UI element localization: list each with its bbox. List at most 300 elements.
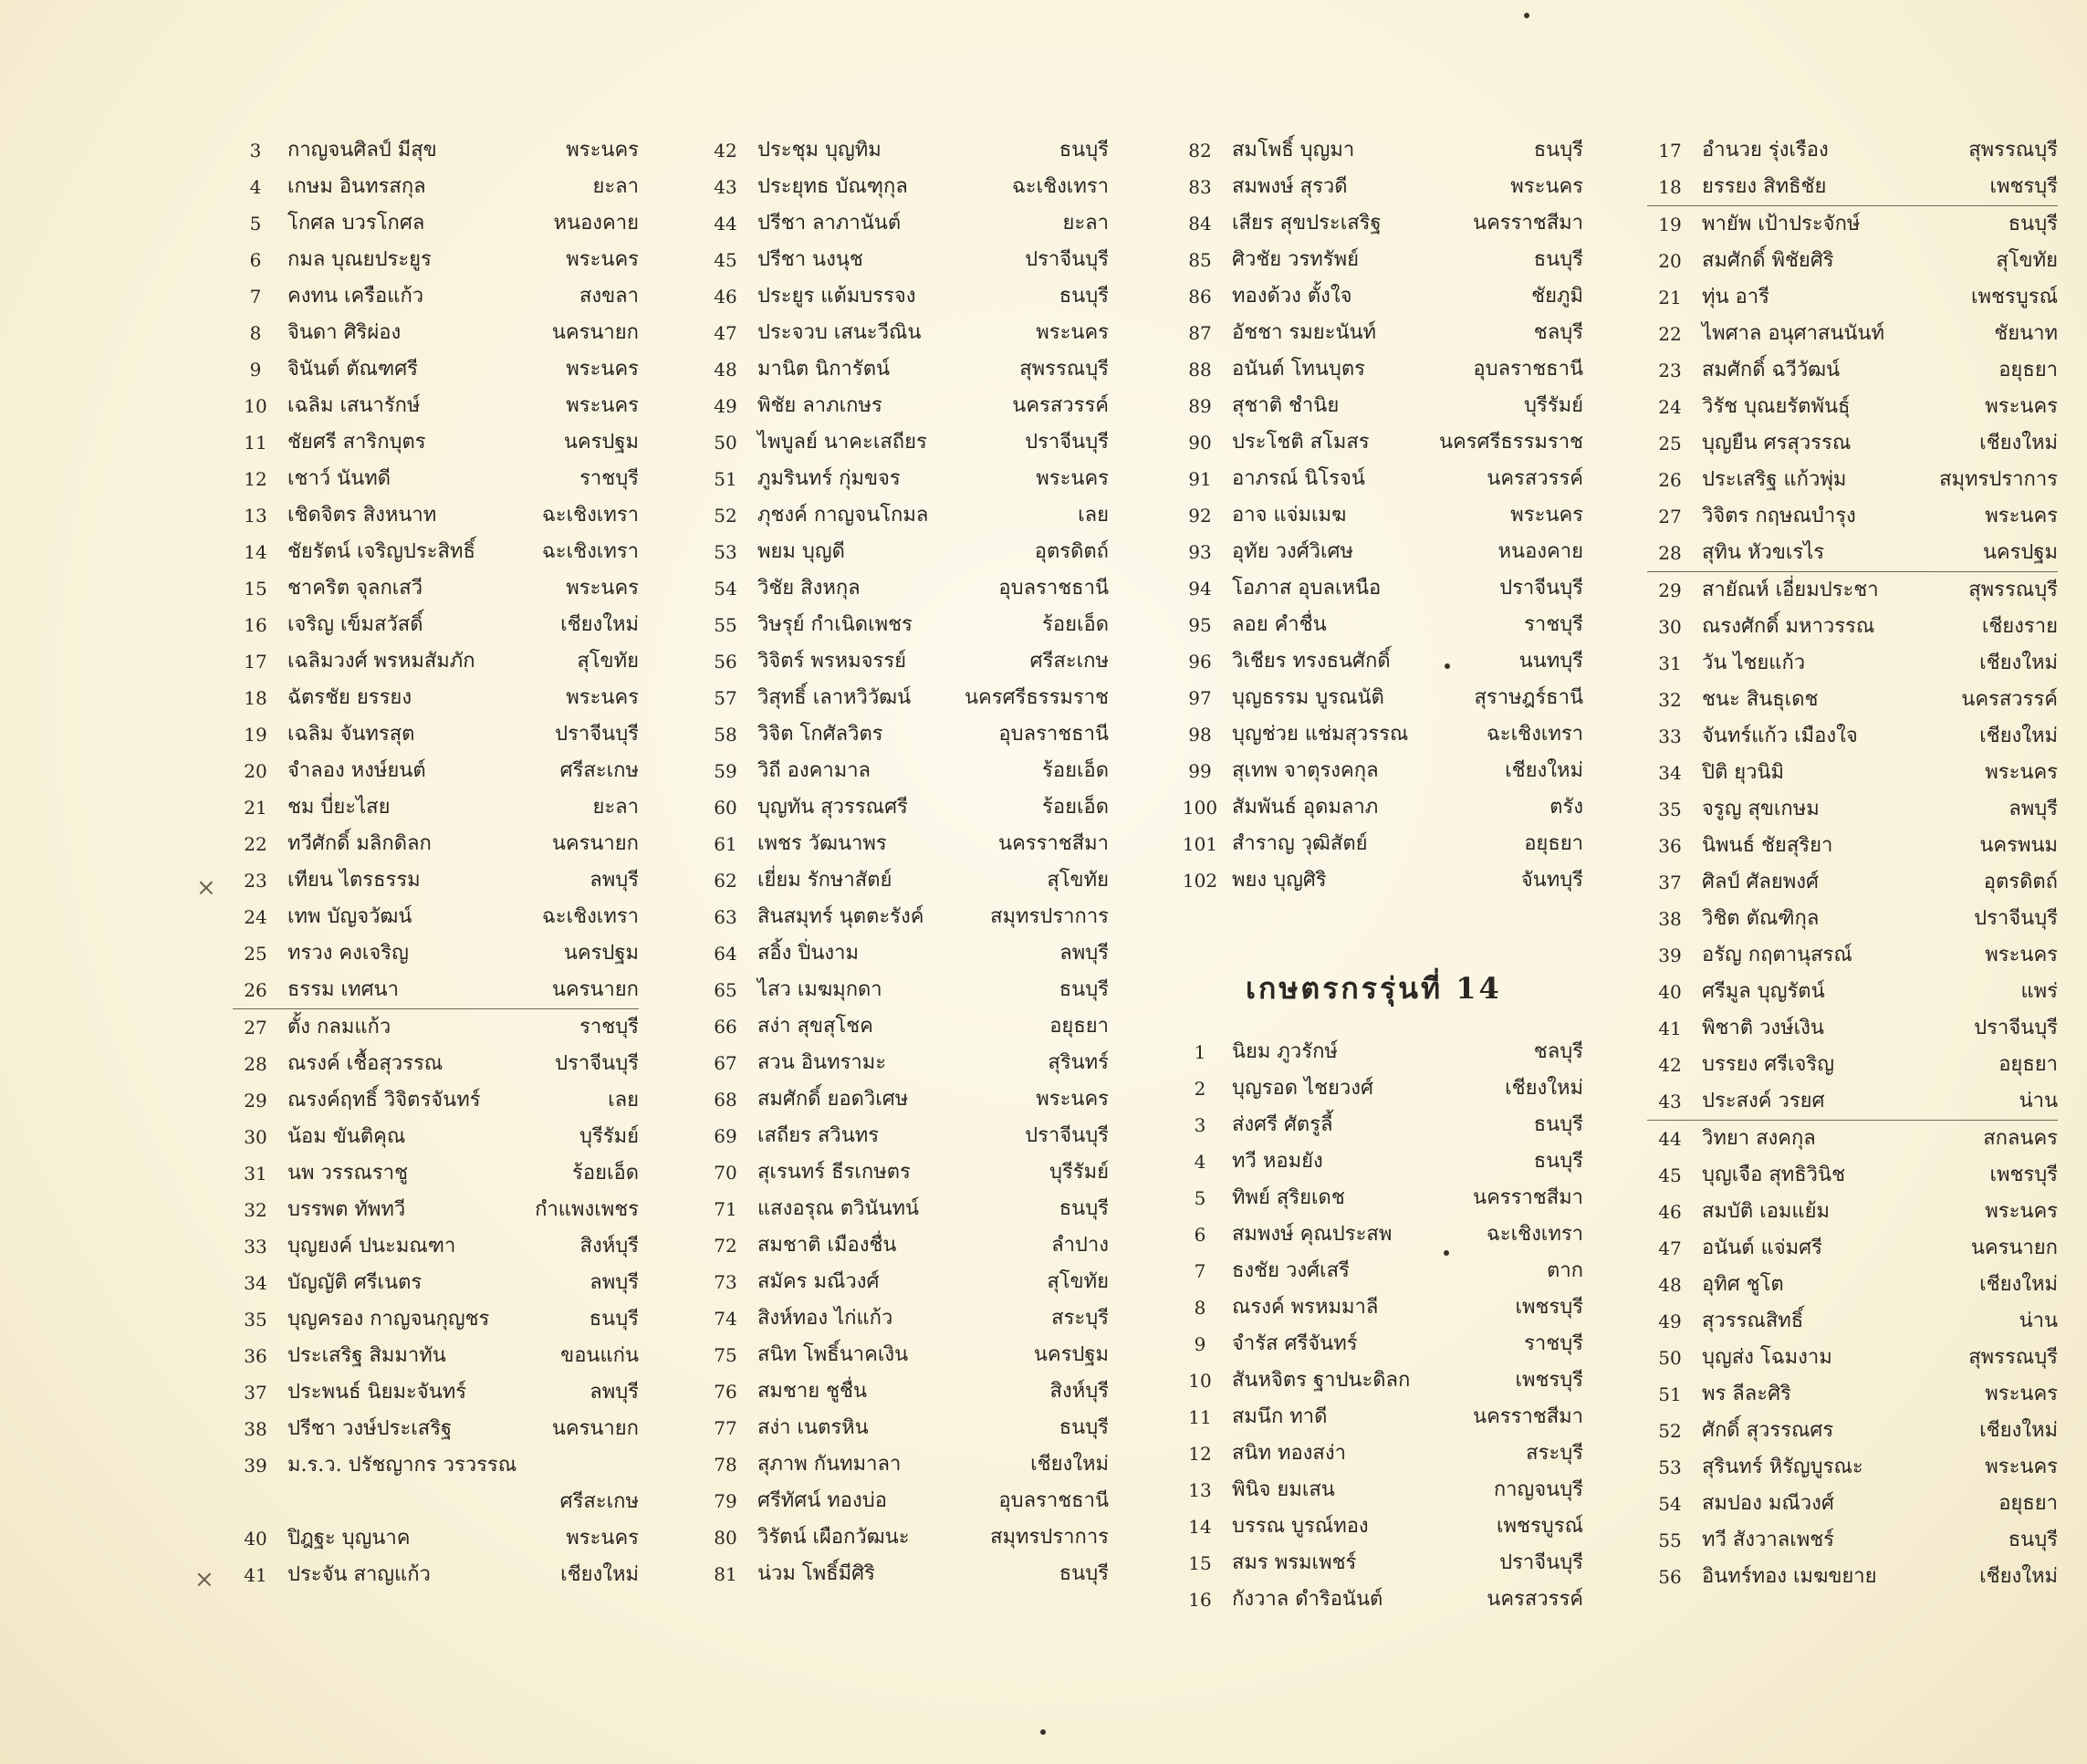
province: พระนคร bbox=[1985, 944, 2058, 966]
province: จันทบุรี bbox=[1520, 869, 1583, 892]
list-item bbox=[233, 1119, 639, 1155]
list-item bbox=[703, 1556, 1109, 1592]
entry-number: 42 bbox=[714, 140, 737, 162]
province: เพชรบุรี bbox=[1515, 1296, 1583, 1319]
province: กาญจนบุรี bbox=[1493, 1478, 1583, 1501]
entry-number: 58 bbox=[714, 724, 737, 746]
list-item bbox=[1177, 862, 1583, 899]
province: เลย bbox=[608, 1089, 639, 1112]
person-name: ทวี หอมยัง bbox=[1232, 1150, 1323, 1173]
list-item bbox=[233, 1338, 639, 1374]
entry-number: 20 bbox=[244, 760, 267, 782]
person-name: บุญเจือ สุทธิวินิช bbox=[1702, 1164, 1846, 1186]
list-item bbox=[703, 1045, 1109, 1081]
entry-number: 11 bbox=[1188, 1406, 1212, 1428]
entry-number: 25 bbox=[1658, 433, 1682, 454]
person-name: วิษรุย์ กำเนิดเพชร bbox=[757, 613, 913, 636]
province: ธนบุรี bbox=[1533, 1150, 1583, 1173]
province: ปราจีนบุรี bbox=[1025, 248, 1109, 271]
list-item bbox=[1647, 389, 2058, 425]
person-name: ลอย คำชื่น bbox=[1232, 613, 1327, 636]
province: สุราษฎร์ธานี bbox=[1474, 686, 1583, 709]
province: น่าน bbox=[2019, 1090, 2058, 1112]
name-list-column-2 bbox=[703, 132, 1109, 1592]
person-name: จำลอง หงษ์ยนต์ bbox=[287, 759, 426, 782]
list-item bbox=[703, 534, 1109, 570]
person-name: ศักดิ์ สุวรรณศร bbox=[1702, 1419, 1834, 1442]
province: ธนบุรี bbox=[589, 1308, 639, 1331]
entry-number: 80 bbox=[714, 1527, 737, 1549]
entry-number: 97 bbox=[1188, 687, 1212, 709]
list-item bbox=[1177, 1289, 1583, 1326]
list-item bbox=[703, 1337, 1109, 1373]
entry-number: 8 bbox=[1194, 1297, 1206, 1319]
entry-number: 93 bbox=[1188, 541, 1212, 563]
entry-number: 96 bbox=[1188, 651, 1212, 673]
person-name: ประจวบ เสนะวีณิน bbox=[757, 321, 922, 344]
entry-number: 50 bbox=[714, 432, 737, 454]
person-name: ทวี สังวาลเพชร์ bbox=[1702, 1529, 1834, 1551]
entry-number: 39 bbox=[244, 1455, 267, 1477]
person-name: ณรงค์ฤทธิ์ วิจิตรจันทร์ bbox=[287, 1089, 481, 1112]
province: สุโขทัย bbox=[577, 650, 639, 673]
entry-number: 64 bbox=[714, 943, 737, 965]
province: นครปฐม bbox=[563, 942, 639, 965]
list-item bbox=[233, 1082, 639, 1119]
province: เชียงใหม่ bbox=[1979, 652, 2058, 674]
person-name: ธงชัย วงศ์เสรี bbox=[1232, 1259, 1350, 1282]
province: เชียงใหม่ bbox=[1030, 1453, 1109, 1476]
entry-number: 23 bbox=[244, 870, 267, 892]
list-item bbox=[1177, 534, 1583, 570]
list-item bbox=[1177, 1362, 1583, 1399]
province: ราชบุรี bbox=[1524, 613, 1583, 636]
list-item bbox=[233, 1484, 639, 1520]
entry-number: 94 bbox=[1188, 578, 1212, 600]
list-item bbox=[1647, 1194, 2058, 1230]
person-name: ชม บี่ยะไสย bbox=[287, 796, 391, 819]
province: พระนคร bbox=[566, 139, 639, 162]
entry-number: 90 bbox=[1188, 432, 1212, 454]
province: ลพบุรี bbox=[590, 869, 639, 892]
province: อุบลราชธานี bbox=[998, 1489, 1109, 1512]
person-name: เสียร สุขประเสริฐ bbox=[1232, 212, 1382, 235]
list-item bbox=[233, 972, 639, 1008]
list-item bbox=[1177, 753, 1583, 789]
province: อยุธยา bbox=[1998, 359, 2058, 381]
entry-number: 81 bbox=[714, 1563, 737, 1585]
province: เพชรบุรี bbox=[1989, 175, 2058, 198]
list-item bbox=[233, 497, 639, 534]
person-name: ตั้ง กลมแก้ว bbox=[287, 1016, 391, 1039]
province: ธนบุรี bbox=[1533, 139, 1583, 162]
entry-number: 18 bbox=[1658, 176, 1682, 198]
entry-number: 88 bbox=[1188, 359, 1212, 381]
entry-number: 53 bbox=[714, 541, 737, 563]
person-name: สุทิน หัวขเรไร bbox=[1702, 541, 1825, 564]
province: สุพรรณบุรี bbox=[1968, 139, 2058, 162]
person-name: บุญทัน สุวรรณศรี bbox=[757, 796, 908, 819]
province: พระนคร bbox=[1985, 1456, 2058, 1478]
person-name: ประเสริฐ สิมมาทัน bbox=[287, 1344, 446, 1367]
province: นนทบุรี bbox=[1518, 650, 1583, 673]
entry-number: 100 bbox=[1182, 797, 1218, 819]
person-name: สมศักดิ์ ยอดวิเศษ bbox=[757, 1088, 909, 1111]
person-name: ศรีมูล บุญรัตน์ bbox=[1702, 980, 1825, 1003]
person-name: สุเทพ จาตุรงคกุล bbox=[1232, 759, 1379, 782]
person-name: สุรินทร์ หิรัญบูรณะ bbox=[1702, 1456, 1863, 1478]
list-item bbox=[233, 132, 639, 169]
person-name: สุชาติ ชำนิย bbox=[1232, 394, 1340, 417]
person-name: สมัคร มณีวงศ์ bbox=[757, 1270, 880, 1293]
list-item bbox=[1647, 132, 2058, 169]
entry-number: 16 bbox=[244, 614, 267, 636]
list-item bbox=[1647, 609, 2058, 645]
entry-number: 21 bbox=[244, 797, 267, 819]
entry-number: 95 bbox=[1188, 614, 1212, 636]
person-name: เฉลิมวงศ์ พรหมสัมภัก bbox=[287, 650, 475, 673]
list-item bbox=[703, 716, 1109, 753]
list-item bbox=[233, 1155, 639, 1192]
entry-number: 41 bbox=[1658, 1018, 1682, 1039]
province: ธนบุรี bbox=[1533, 248, 1583, 271]
entry-number: 34 bbox=[1658, 762, 1682, 784]
list-item bbox=[703, 205, 1109, 242]
entry-number: 83 bbox=[1188, 176, 1212, 198]
person-name: นิพนธ์ ชัยสุริยา bbox=[1702, 834, 1833, 857]
person-name: นิยม ภูวรักษ์ bbox=[1232, 1040, 1338, 1063]
entry-number: 27 bbox=[244, 1017, 267, 1039]
province: เชียงใหม่ bbox=[1505, 1077, 1583, 1100]
person-name: อัชชา รมยะนันท์ bbox=[1232, 321, 1377, 344]
list-item bbox=[703, 278, 1109, 315]
person-name: ประยูร แต้มบรรจง bbox=[757, 285, 916, 308]
list-item bbox=[703, 388, 1109, 424]
province: สงขลา bbox=[579, 285, 639, 308]
province: นครปฐม bbox=[1982, 541, 2058, 564]
list-item bbox=[233, 607, 639, 643]
list-item bbox=[233, 242, 639, 278]
ink-spot bbox=[1040, 1729, 1046, 1735]
entry-number: 59 bbox=[714, 760, 737, 782]
entry-number: 4 bbox=[1194, 1151, 1206, 1173]
province: ฉะเชิงเทรา bbox=[1011, 175, 1109, 198]
list-item bbox=[1177, 1034, 1583, 1070]
list-item bbox=[233, 1192, 639, 1228]
entry-number: 5 bbox=[249, 213, 262, 235]
entry-number: 34 bbox=[244, 1272, 267, 1294]
province: ปราจีนบุรี bbox=[555, 1052, 639, 1075]
province: ธนบุรี bbox=[1059, 1197, 1109, 1220]
person-name: บุญส่ง โฉมงาม bbox=[1702, 1346, 1832, 1369]
list-item bbox=[703, 972, 1109, 1008]
province: เพชรบุรี bbox=[1515, 1369, 1583, 1392]
list-item bbox=[1177, 169, 1583, 205]
list-item bbox=[703, 1008, 1109, 1045]
list-item bbox=[1177, 1581, 1583, 1618]
person-name: ธรรม เทศนา bbox=[287, 978, 399, 1001]
entry-number: 63 bbox=[714, 906, 737, 928]
entry-number: 48 bbox=[1658, 1274, 1682, 1296]
province: ธนบุรี bbox=[2008, 1529, 2058, 1551]
province: เชียงใหม่ bbox=[1505, 759, 1583, 782]
entry-number: 40 bbox=[1658, 981, 1682, 1003]
list-item bbox=[233, 570, 639, 607]
person-name: สายัณห์ เอี่ยมประชา bbox=[1702, 579, 1879, 601]
entry-number: 53 bbox=[1658, 1456, 1682, 1478]
list-item bbox=[1647, 937, 2058, 974]
entry-number: 9 bbox=[249, 359, 262, 381]
person-name: เกษม อินทรสกุล bbox=[287, 175, 426, 198]
list-item bbox=[703, 753, 1109, 789]
entry-number: 43 bbox=[1658, 1091, 1682, 1112]
person-name: ณรงค์ เชื้อสุวรรณ bbox=[287, 1052, 443, 1075]
province: บุรีรัมย์ bbox=[1049, 1161, 1109, 1184]
province: ตาก bbox=[1547, 1259, 1583, 1282]
person-name: เชิดจิตร สิงหนาท bbox=[287, 504, 437, 527]
person-name: ไพบูลย์ นาคะเสถียร bbox=[757, 431, 927, 454]
list-item bbox=[1647, 1413, 2058, 1449]
province: นครราชสีมา bbox=[1473, 1405, 1583, 1428]
person-name: นพ วรรณราชู bbox=[287, 1162, 409, 1185]
entry-number: 45 bbox=[1658, 1164, 1682, 1186]
entry-number: 52 bbox=[1658, 1420, 1682, 1442]
list-item bbox=[1647, 498, 2058, 535]
person-name: ชาคริต จุลกเสวี bbox=[287, 577, 423, 600]
entry-number: 67 bbox=[714, 1052, 737, 1074]
province: อุตรดิตถ์ bbox=[1983, 871, 2058, 893]
person-name: บุญยืน ศรสุวรรณ bbox=[1702, 432, 1852, 454]
province: อุตรดิตถ์ bbox=[1034, 540, 1109, 563]
entry-number: 84 bbox=[1188, 213, 1212, 235]
province: สุพรรณบุรี bbox=[1968, 1346, 2058, 1369]
name-list-column-3 bbox=[1177, 132, 1583, 899]
province: อยุธยา bbox=[1998, 1492, 2058, 1515]
person-name: ณรงศักดิ์ มหาวรรณ bbox=[1702, 615, 1875, 638]
province: พระนคร bbox=[1510, 175, 1583, 198]
person-name: ชนะ สินธุเดช bbox=[1702, 688, 1819, 711]
list-item bbox=[703, 1118, 1109, 1154]
person-name: พร ลีละศิริ bbox=[1702, 1383, 1791, 1405]
list-item bbox=[1647, 1522, 2058, 1559]
list-item bbox=[1177, 607, 1583, 643]
ink-spot bbox=[1444, 1250, 1449, 1256]
list-item bbox=[233, 278, 639, 315]
province: นครปฐม bbox=[1033, 1343, 1109, 1366]
province: สระบุรี bbox=[1051, 1307, 1109, 1330]
person-name: สมพงษ์ สุรวดี bbox=[1232, 175, 1348, 198]
province: เพชรบุรี bbox=[1989, 1164, 2058, 1186]
province: นครนายก bbox=[551, 1417, 639, 1440]
person-name: จรูญ สุขเกษม bbox=[1702, 798, 1820, 820]
person-name: กาญจนศิลป์ มีสุข bbox=[287, 139, 437, 162]
province: สุรินทร์ bbox=[1048, 1051, 1109, 1074]
entry-number: 22 bbox=[244, 833, 267, 855]
entry-number: 87 bbox=[1188, 322, 1212, 344]
list-item bbox=[703, 424, 1109, 461]
province: ธนบุรี bbox=[1059, 285, 1109, 308]
list-item bbox=[1647, 1267, 2058, 1303]
list-item bbox=[1177, 1070, 1583, 1107]
person-name: ทิพย์ สุริยเดช bbox=[1232, 1186, 1345, 1209]
list-item bbox=[1647, 169, 2058, 205]
person-name: ประสงค์ วรยศ bbox=[1702, 1090, 1825, 1112]
list-item bbox=[703, 826, 1109, 862]
list-item bbox=[1647, 645, 2058, 682]
list-item bbox=[1177, 315, 1583, 351]
list-item bbox=[233, 1411, 639, 1447]
province: พระนคร bbox=[566, 1527, 639, 1550]
person-name: บุญรอด ไชยวงศ์ bbox=[1232, 1077, 1373, 1100]
list-item bbox=[1647, 864, 2058, 901]
province: พระนคร bbox=[566, 358, 639, 381]
entry-number: 35 bbox=[244, 1309, 267, 1331]
list-item bbox=[703, 680, 1109, 716]
entry-number: 29 bbox=[1658, 579, 1682, 601]
province: ปราจีนบุรี bbox=[1974, 1017, 2058, 1039]
province: บุรีรัมย์ bbox=[1524, 394, 1583, 417]
entry-number: 51 bbox=[1658, 1383, 1682, 1405]
province: สมุทรปราการ bbox=[990, 1526, 1109, 1549]
entry-number: 32 bbox=[1658, 689, 1682, 711]
person-name: สมร พรมเพชร์ bbox=[1232, 1551, 1357, 1574]
list-item bbox=[233, 1520, 639, 1557]
list-item bbox=[703, 1191, 1109, 1227]
province: นครราชสีมา bbox=[1473, 1186, 1583, 1209]
person-name: พายัพ เป้าประจักษ์ bbox=[1702, 213, 1861, 235]
list-item bbox=[703, 1264, 1109, 1300]
province: หนองคาย bbox=[1497, 540, 1583, 563]
ink-spot bbox=[1445, 663, 1450, 669]
entry-number: 7 bbox=[249, 286, 262, 308]
list-item bbox=[703, 899, 1109, 935]
list-item bbox=[1647, 682, 2058, 718]
entry-number: 27 bbox=[1658, 506, 1682, 527]
entry-number: 72 bbox=[714, 1235, 737, 1257]
province: ลพบุรี bbox=[590, 1271, 639, 1294]
entry-number: 36 bbox=[244, 1345, 267, 1367]
province: ฉะเชิงเทรา bbox=[1486, 723, 1583, 746]
list-item bbox=[233, 1557, 639, 1593]
entry-number: 26 bbox=[244, 979, 267, 1001]
province: เชียงราย bbox=[1981, 615, 2058, 638]
list-item bbox=[703, 789, 1109, 826]
entry-number: 20 bbox=[1658, 250, 1682, 272]
list-item bbox=[1177, 680, 1583, 716]
entry-number: 8 bbox=[249, 322, 262, 344]
entry-number: 47 bbox=[1658, 1237, 1682, 1259]
person-name: จินันต์ ตัณฑศรี bbox=[287, 358, 418, 381]
person-name: วิถี องคามาล bbox=[757, 759, 871, 782]
list-item bbox=[233, 1301, 639, 1338]
person-name: วิจิต โกศัลวิตร bbox=[757, 723, 883, 746]
province: พระนคร bbox=[1510, 504, 1583, 527]
province: ชัยภูมิ bbox=[1531, 285, 1583, 308]
entry-number: 38 bbox=[1658, 908, 1682, 930]
list-item bbox=[233, 388, 639, 424]
person-name: สิงห์ทอง ไก่แก้ว bbox=[757, 1307, 893, 1330]
list-item bbox=[1647, 243, 2058, 279]
list-item bbox=[1647, 1340, 2058, 1376]
entry-number: 98 bbox=[1188, 724, 1212, 746]
list-item bbox=[703, 1154, 1109, 1191]
entry-number: 17 bbox=[244, 651, 267, 673]
province: ฉะเชิงเทรา bbox=[541, 540, 639, 563]
province: ขอนแก่น bbox=[560, 1344, 639, 1367]
entry-number: 3 bbox=[1194, 1114, 1206, 1136]
province: ชลบุรี bbox=[1533, 321, 1583, 344]
person-name: บุญครอง กาญจนกุญชร bbox=[287, 1308, 490, 1331]
province: ธนบุรี bbox=[1059, 1562, 1109, 1585]
person-name: แสงอรุณ ตวินันทน์ bbox=[757, 1197, 920, 1220]
person-name: วิสุทธิ์ เลาหวิวัฒน์ bbox=[757, 686, 912, 709]
entry-number: 77 bbox=[714, 1417, 737, 1439]
province: สิงห์บุรี bbox=[579, 1235, 639, 1258]
person-name: อนันต์ โทนบุตร bbox=[1232, 358, 1365, 381]
entry-number: 60 bbox=[714, 797, 737, 819]
list-item bbox=[1177, 424, 1583, 461]
person-name: ทรวง คงเจริญ bbox=[287, 942, 409, 965]
list-item bbox=[1177, 1216, 1583, 1253]
person-name: ส่งศรี ศัตรูลี้ bbox=[1232, 1113, 1333, 1136]
person-name: เสถียร สวินทร bbox=[757, 1124, 880, 1147]
entry-number: 61 bbox=[714, 833, 737, 855]
person-name: ปิติ ยุวนิมิ bbox=[1702, 761, 1785, 784]
list-item bbox=[233, 315, 639, 351]
person-name: สุวรรณสิทธิ์ bbox=[1702, 1310, 1804, 1332]
list-item bbox=[1647, 1083, 2058, 1120]
province: น่าน bbox=[2019, 1310, 2058, 1332]
entry-number: 15 bbox=[1188, 1552, 1212, 1574]
entry-number: 14 bbox=[244, 541, 267, 563]
person-name: ประชุม บุญทิม bbox=[757, 139, 882, 162]
entry-number: 10 bbox=[1188, 1370, 1212, 1392]
province: นครสวรรค์ bbox=[1961, 688, 2058, 711]
person-name: สง่า เนตรหิน bbox=[757, 1416, 869, 1439]
list-item bbox=[1647, 1010, 2058, 1047]
province: เชียงใหม่ bbox=[1979, 432, 2058, 454]
entry-number: 56 bbox=[1658, 1566, 1682, 1588]
list-item bbox=[233, 1374, 639, 1411]
entry-number: 70 bbox=[714, 1162, 737, 1184]
province: สิงห์บุรี bbox=[1049, 1380, 1109, 1403]
list-item bbox=[1177, 278, 1583, 315]
list-item bbox=[703, 1410, 1109, 1446]
person-name: อนันต์ แจ่มศรี bbox=[1702, 1237, 1822, 1259]
entry-number: 24 bbox=[244, 906, 267, 928]
person-name: ไสว เมฆมุกดา bbox=[757, 978, 882, 1001]
entry-number: 50 bbox=[1658, 1347, 1682, 1369]
list-item bbox=[1177, 1435, 1583, 1472]
entry-number: 19 bbox=[1658, 214, 1682, 235]
batch-14-list bbox=[1177, 1034, 1583, 1618]
person-name: สัมพันธ์ อุดมลาภ bbox=[1232, 796, 1379, 819]
person-name: สุภาพ กันทมาลา bbox=[757, 1453, 902, 1476]
list-item bbox=[703, 497, 1109, 534]
list-item bbox=[1177, 461, 1583, 497]
list-item bbox=[1647, 535, 2058, 571]
person-name: เจริญ เข็มสวัสดิ์ bbox=[287, 613, 423, 636]
entry-number: 37 bbox=[1658, 872, 1682, 893]
person-name: ประยุทธ บัณฑุกุล bbox=[757, 175, 908, 198]
province: ลพบุรี bbox=[2009, 798, 2058, 820]
entry-number: 56 bbox=[714, 651, 737, 673]
person-name: อรัญ กฤตานุสรณ์ bbox=[1702, 944, 1852, 966]
province: เชียงใหม่ bbox=[1979, 1419, 2058, 1442]
entry-number: 54 bbox=[714, 578, 737, 600]
entry-number: 39 bbox=[1658, 945, 1682, 966]
entry-number: 73 bbox=[714, 1271, 737, 1293]
